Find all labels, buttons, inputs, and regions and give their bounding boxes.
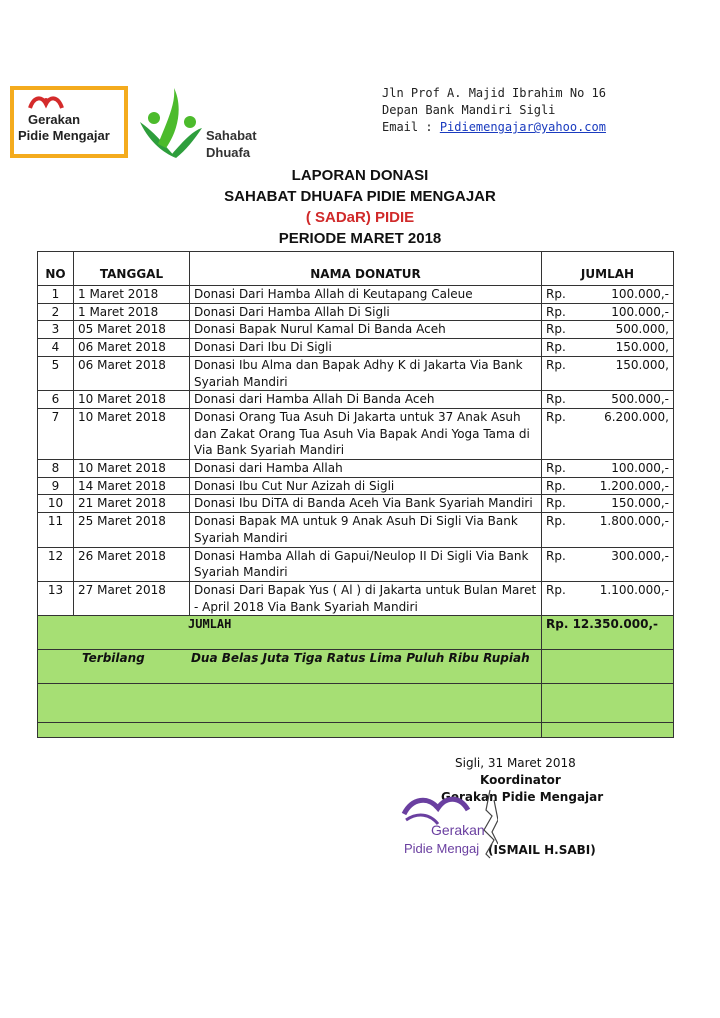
row-nama-donatur: Donasi dari Hamba Allah — [190, 460, 542, 478]
currency-label: Rp. — [546, 409, 566, 424]
amount-value: 150.000, — [615, 357, 669, 372]
donation-table — [37, 251, 674, 738]
blank-cell — [542, 684, 674, 723]
table-row — [38, 303, 674, 321]
currency-label: Rp. — [546, 548, 566, 563]
currency-label: Rp. — [546, 392, 566, 407]
row-no: 10 — [38, 495, 74, 513]
total-value: Rp. 12.350.000,- — [542, 616, 674, 650]
signer-name: (ISMAIL H.SABI) — [488, 843, 596, 857]
currency-label: Rp. — [546, 582, 566, 597]
terbilang-cell — [38, 650, 542, 684]
amount-value: 150.000,- — [611, 496, 669, 511]
amount-value: 6.200.000, — [604, 409, 669, 424]
row-jumlah — [542, 321, 674, 339]
row-no: 6 — [38, 391, 74, 409]
row-tanggal: 06 Maret 2018 — [74, 339, 190, 357]
row-no: 9 — [38, 477, 74, 495]
row-tanggal: 10 Maret 2018 — [74, 408, 190, 459]
table-row — [38, 581, 674, 615]
amount-value: 150.000, — [615, 340, 669, 355]
row-nama-donatur: Donasi Ibu Cut Nur Azizah di Sigli — [190, 477, 542, 495]
table-row — [38, 321, 674, 339]
row-jumlah — [542, 339, 674, 357]
terbilang-row — [38, 650, 674, 684]
row-jumlah — [542, 303, 674, 321]
amount-value: 300.000,- — [611, 548, 669, 563]
row-nama-donatur: Donasi Dari Ibu Di Sigli — [190, 339, 542, 357]
row-nama-donatur: Donasi Bapak Nurul Kamal Di Banda Aceh — [190, 321, 542, 339]
row-nama-donatur: Donasi Dari Bapak Yus ( Al ) di Jakarta untuk Bulan Maret - April 2018 Via Bank Syariah Mandiri — [190, 581, 542, 615]
table-row — [38, 408, 674, 459]
row-nama-donatur: Donasi dari Hamba Allah Di Banda Aceh — [190, 391, 542, 409]
signer-role: Koordinator — [480, 773, 561, 787]
amount-value: 1.800.000,- — [599, 514, 669, 529]
row-tanggal: 05 Maret 2018 — [74, 321, 190, 339]
amount-value: 1.200.000,- — [599, 478, 669, 493]
logo-left-line2: Pidie Mengajar — [18, 128, 110, 143]
header-jumlah: JUMLAH — [542, 252, 674, 286]
logo-right-line2: Dhuafa — [206, 145, 251, 160]
row-nama-donatur: Donasi Ibu Alma dan Bapak Adhy K di Jakarta Via Bank Syariah Mandiri — [190, 356, 542, 390]
header-nama-donatur: NAMA DONATUR — [190, 252, 542, 286]
table-row — [38, 477, 674, 495]
row-nama-donatur: Donasi Hamba Allah di Gapui/Neulop II Di Sigli Via Bank Syariah Mandiri — [190, 547, 542, 581]
row-no: 1 — [38, 286, 74, 304]
row-jumlah — [542, 286, 674, 304]
row-tanggal: 06 Maret 2018 — [74, 356, 190, 390]
row-nama-donatur: Donasi Dari Hamba Allah Di Sigli — [190, 303, 542, 321]
row-no: 3 — [38, 321, 74, 339]
currency-label: Rp. — [546, 287, 566, 301]
row-nama-donatur: Donasi Dari Hamba Allah di Keutapang Caleue — [190, 286, 542, 304]
address-line2: Depan Bank Mandiri Sigli — [382, 103, 556, 117]
terbilang-empty-cell — [542, 650, 674, 684]
address-email-line — [382, 119, 606, 136]
terbilang-label: Terbilang — [82, 651, 145, 666]
total-label: JUMLAH — [38, 616, 542, 650]
row-no: 5 — [38, 356, 74, 390]
row-tanggal: 1 Maret 2018 — [74, 303, 190, 321]
table-row — [38, 460, 674, 478]
people-figures-icon — [136, 84, 206, 164]
table-row — [38, 513, 674, 547]
row-jumlah — [542, 356, 674, 390]
row-tanggal: 10 Maret 2018 — [74, 391, 190, 409]
gerakan-pidie-mengajar-logo — [10, 86, 128, 158]
row-no: 4 — [38, 339, 74, 357]
organization-stamp — [398, 770, 498, 860]
table-header-row — [38, 252, 674, 286]
row-no: 7 — [38, 408, 74, 459]
row-tanggal: 27 Maret 2018 — [74, 581, 190, 615]
letterhead-address — [382, 85, 606, 136]
row-tanggal: 25 Maret 2018 — [74, 513, 190, 547]
row-no: 13 — [38, 581, 74, 615]
row-jumlah — [542, 581, 674, 615]
currency-label: Rp. — [546, 514, 566, 529]
amount-value: 100.000,- — [611, 461, 669, 476]
stamp-text-line1: Gerakan — [431, 822, 485, 838]
blank-cell — [38, 723, 542, 738]
blank-cell — [542, 723, 674, 738]
row-nama-donatur: Donasi Ibu DiTA di Banda Aceh Via Bank Syariah Mandiri — [190, 495, 542, 513]
report-period: PERIODE MARET 2018 — [278, 230, 442, 247]
row-jumlah — [542, 495, 674, 513]
amount-value: 500.000,- — [611, 392, 669, 407]
currency-label: Rp. — [546, 304, 566, 319]
amount-value: 100.000,- — [611, 304, 669, 319]
signer-org: Gerakan Pidie Mengajar — [441, 790, 604, 804]
currency-label: Rp. — [546, 478, 566, 493]
row-tanggal: 21 Maret 2018 — [74, 495, 190, 513]
row-no: 11 — [38, 513, 74, 547]
email-link[interactable]: Pidiemengajar@yahoo.com — [439, 120, 606, 134]
row-tanggal: 26 Maret 2018 — [74, 547, 190, 581]
row-tanggal: 10 Maret 2018 — [74, 460, 190, 478]
table-row — [38, 356, 674, 390]
address-line1: Jln Prof A. Majid Ibrahim No 16 — [382, 86, 606, 100]
sahabat-dhuafa-logo — [136, 84, 266, 166]
header-tanggal: TANGGAL — [74, 252, 190, 286]
row-nama-donatur: Donasi Bapak MA untuk 9 Anak Asuh Di Sigli Via Bank Syariah Mandiri — [190, 513, 542, 547]
row-tanggal: 14 Maret 2018 — [74, 477, 190, 495]
currency-label: Rp. — [546, 461, 566, 476]
total-row — [38, 616, 674, 650]
table-row — [38, 391, 674, 409]
amount-value: 100.000,- — [611, 287, 669, 301]
table-row — [38, 339, 674, 357]
report-org: SAHABAT DHUAFA PIDIE MENGAJAR — [224, 188, 496, 205]
table-row — [38, 286, 674, 304]
row-jumlah — [542, 477, 674, 495]
row-jumlah — [542, 513, 674, 547]
currency-label: Rp. — [546, 357, 566, 372]
amount-value: 1.100.000,- — [599, 582, 669, 597]
header-no: NO — [38, 252, 74, 286]
email-label: Email : — [382, 120, 433, 134]
report-title-block — [0, 165, 720, 249]
row-jumlah — [542, 408, 674, 459]
report-abbrev: ( SADaR) PIDIE — [305, 209, 415, 226]
report-title: LAPORAN DONASI — [291, 167, 429, 184]
row-nama-donatur: Donasi Orang Tua Asuh Di Jakarta untuk 37 Anak Asuh dan Zakat Orang Tua Asuh Via Bapak Andi Yoga Tama di Via Bank Syariah Mandiri — [190, 408, 542, 459]
row-no: 2 — [38, 303, 74, 321]
currency-label: Rp. — [546, 496, 566, 511]
hand-heart-icon — [26, 92, 66, 114]
row-jumlah — [542, 391, 674, 409]
table-row — [38, 495, 674, 513]
row-no: 8 — [38, 460, 74, 478]
stamp-text-line2: Pidie Mengaj — [404, 841, 480, 856]
row-jumlah — [542, 547, 674, 581]
blank-row — [38, 723, 674, 738]
row-jumlah — [542, 460, 674, 478]
currency-label: Rp. — [546, 340, 566, 355]
logo-right-line1: Sahabat — [206, 128, 257, 143]
place-date: Sigli, 31 Maret 2018 — [455, 756, 576, 770]
blank-row — [38, 684, 674, 723]
row-tanggal: 1 Maret 2018 — [74, 286, 190, 304]
table-row — [38, 547, 674, 581]
terbilang-value: Dua Belas Juta Tiga Ratus Lima Puluh Ribu Rupiah — [190, 651, 530, 666]
amount-value: 500.000, — [615, 322, 669, 337]
row-no: 12 — [38, 547, 74, 581]
logo-left-line1: Gerakan — [28, 112, 81, 127]
currency-label: Rp. — [546, 322, 566, 337]
blank-cell — [38, 684, 542, 723]
